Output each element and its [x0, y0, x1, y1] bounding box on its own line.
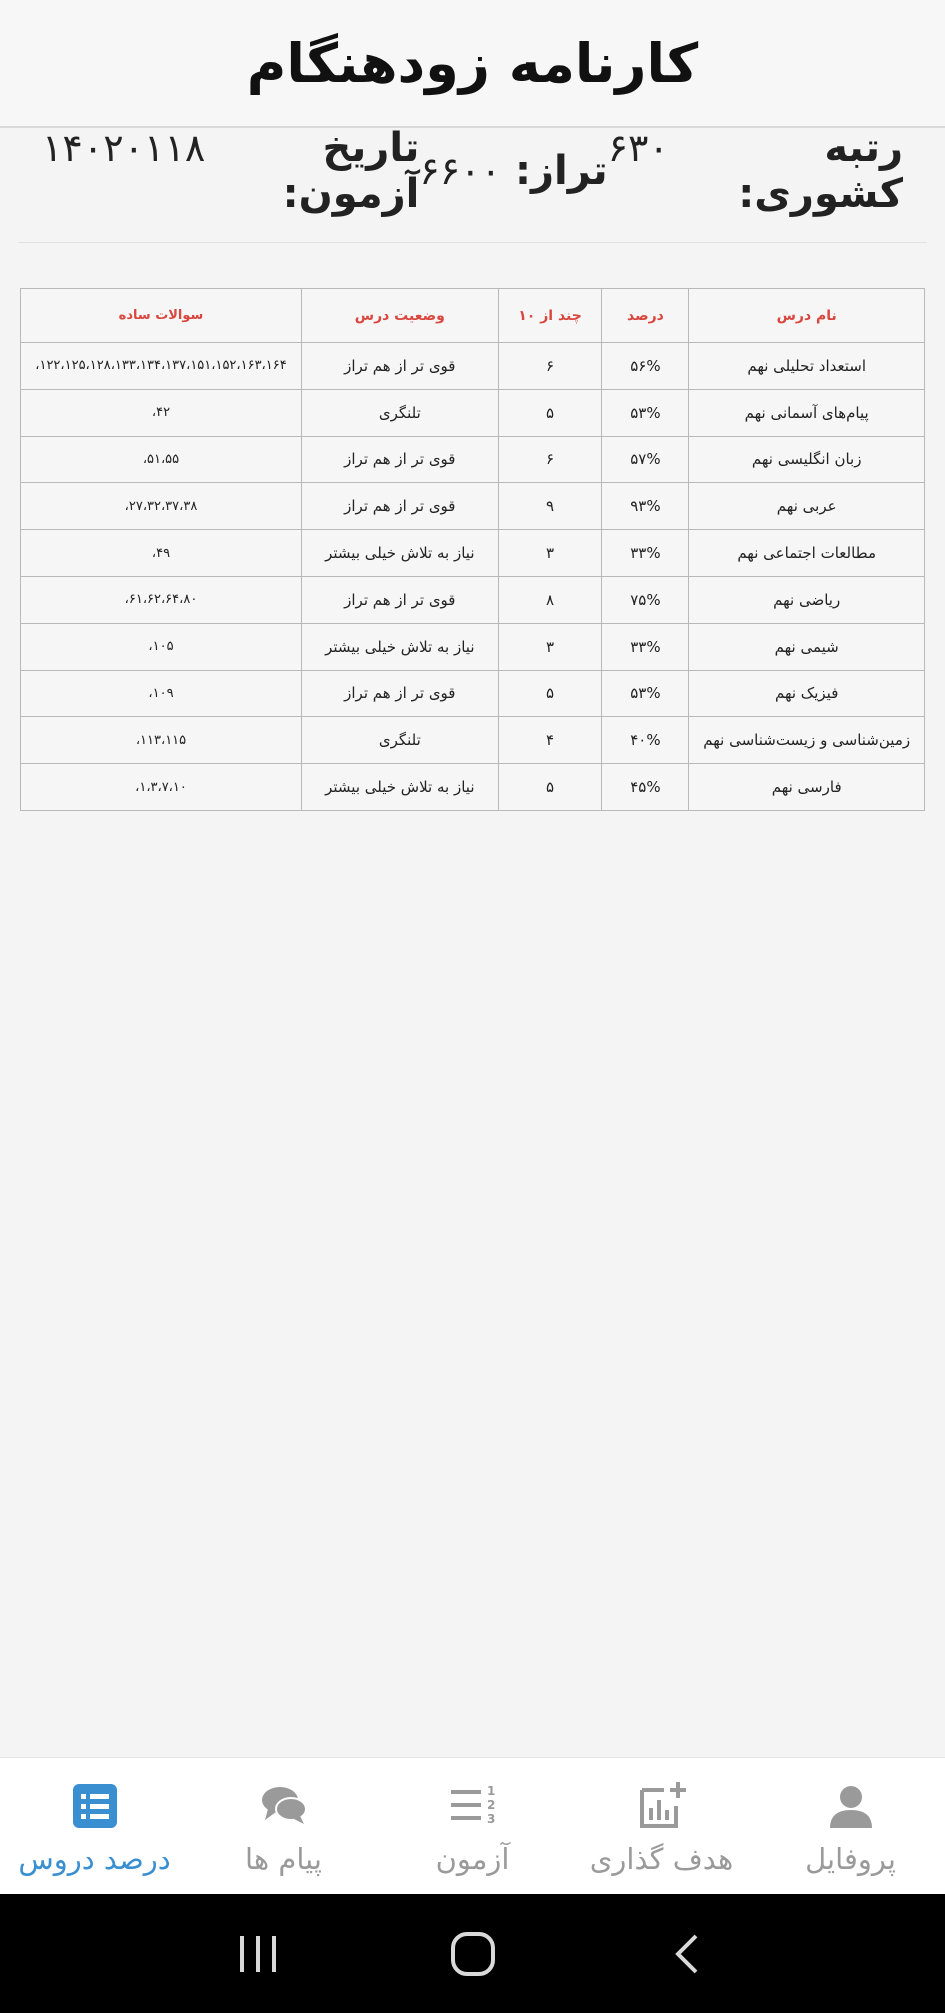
table-row: [21, 717, 925, 764]
lesson-percent: ۹۳%: [602, 483, 689, 530]
table-row: [21, 389, 925, 436]
lesson-status: تلنگری: [301, 389, 498, 436]
exam-date-label: تاریخ آزمون:: [282, 125, 420, 217]
lesson-simple-questions: ۱۱۳،۱۱۵،: [21, 717, 302, 764]
lesson-status: نیاز به تلاش خیلی بیشتر: [301, 623, 498, 670]
lesson-status: نیاز به تلاش خیلی بیشتر: [301, 530, 498, 577]
svg-text:1: 1: [486, 1784, 495, 1798]
home-button[interactable]: [443, 1924, 503, 1984]
lesson-status: قوی تر از هم تراز: [301, 343, 498, 390]
list-icon: [69, 1780, 121, 1832]
lesson-score: ۸: [498, 576, 602, 623]
lesson-percent: ۵۷%: [602, 436, 689, 483]
lesson-status: قوی تر از هم تراز: [301, 670, 498, 717]
lesson-name: مطالعات اجتماعی نهم: [689, 530, 925, 577]
lesson-simple-questions: ۴۲،: [21, 389, 302, 436]
lesson-score: ۳: [498, 623, 602, 670]
nav-label: هدف گذاری: [589, 1842, 734, 1876]
table-row: [21, 576, 925, 623]
lesson-simple-questions: ۲۷،۳۲،۳۷،۳۸،: [21, 483, 302, 530]
lesson-score: ۵: [498, 764, 602, 811]
lesson-name: پیام‌های آسمانی نهم: [689, 389, 925, 436]
nav-label: درصد دروس: [18, 1842, 171, 1876]
svg-text:2: 2: [486, 1798, 495, 1812]
exam-date: [42, 125, 419, 217]
person-icon: [825, 1780, 877, 1832]
lesson-percent: ۴۰%: [602, 717, 689, 764]
nav-label: پیام ها: [245, 1842, 322, 1876]
system-nav-bar: [0, 1894, 945, 2013]
bottom-nav: [0, 1757, 945, 1894]
lesson-name: فارسی نهم: [689, 764, 925, 811]
lesson-percent: ۵۳%: [602, 389, 689, 436]
table-row: [21, 623, 925, 670]
recent-apps-button[interactable]: [228, 1924, 288, 1984]
table-row: [21, 343, 925, 390]
lesson-name: زمین‌شناسی و زیست‌شناسی نهم: [689, 717, 925, 764]
app-header: [0, 0, 945, 128]
lesson-name: استعداد تحلیلی نهم: [689, 343, 925, 390]
nav-lesson-percent[interactable]: [0, 1758, 189, 1894]
header-score: چند از ۱۰: [498, 289, 602, 343]
national-rank-label: رتبه کشوری:: [738, 125, 903, 217]
lesson-name: زبان انگلیسی نهم: [689, 436, 925, 483]
numbered-list-icon: [447, 1780, 499, 1832]
nav-label: آزمون: [435, 1842, 510, 1876]
lesson-status: قوی تر از هم تراز: [301, 576, 498, 623]
taraz-label: تراز:: [515, 148, 608, 194]
page-title: کارنامه زودهنگام: [246, 31, 699, 95]
taraz-value: ۶۶۰۰: [419, 149, 501, 193]
table-header-row: [21, 289, 925, 343]
nav-goal[interactable]: [567, 1758, 756, 1894]
lesson-simple-questions: ۵۱،۵۵،: [21, 436, 302, 483]
grades-table: [20, 288, 925, 811]
exam-info: [20, 125, 925, 217]
nav-exam[interactable]: [378, 1758, 567, 1894]
national-rank: [608, 125, 903, 217]
header-percent: درصد: [602, 289, 689, 343]
lesson-score: ۹: [498, 483, 602, 530]
lesson-percent: ۳۳%: [602, 623, 689, 670]
national-rank-value: ۶۳۰: [607, 126, 669, 170]
lesson-score: ۵: [498, 670, 602, 717]
header-lesson-name: نام درس: [689, 289, 925, 343]
lesson-score: ۶: [498, 343, 602, 390]
table-row: [21, 530, 925, 577]
chat-bubbles-icon: [258, 1780, 310, 1832]
recent-apps-icon: [236, 1932, 280, 1976]
lesson-status: قوی تر از هم تراز: [301, 483, 498, 530]
lesson-percent: ۳۳%: [602, 530, 689, 577]
lesson-status: تلنگری: [301, 717, 498, 764]
lesson-score: ۴: [498, 717, 602, 764]
lesson-name: ریاضی نهم: [689, 576, 925, 623]
lesson-percent: ۷۵%: [602, 576, 689, 623]
lesson-percent: ۵۶%: [602, 343, 689, 390]
taraz: [419, 148, 607, 194]
table-row: [21, 436, 925, 483]
back-icon: [668, 1932, 708, 1976]
table-row: [21, 670, 925, 717]
lesson-simple-questions: ۱،۳،۷،۱۰،: [21, 764, 302, 811]
lesson-simple-questions: ۶۱،۶۲،۶۴،۸۰،: [21, 576, 302, 623]
lesson-status: نیاز به تلاش خیلی بیشتر: [301, 764, 498, 811]
lesson-simple-questions: ۱۲۲،۱۲۵،۱۲۸،۱۳۳،۱۳۴،۱۳۷،۱۵۱،۱۵۲،۱۶۳،۱۶۴،: [21, 343, 302, 390]
chart-plus-icon: [636, 1780, 688, 1832]
nav-label: پروفایل: [805, 1842, 896, 1876]
table-row: [21, 483, 925, 530]
lesson-percent: ۴۵%: [602, 764, 689, 811]
lesson-status: قوی تر از هم تراز: [301, 436, 498, 483]
nav-profile[interactable]: [756, 1758, 945, 1894]
lesson-score: ۶: [498, 436, 602, 483]
header-status: وضعیت درس: [301, 289, 498, 343]
exam-date-value: ۱۴۰۲۰۱۱۸: [42, 126, 206, 170]
header-simple-questions: سوالات ساده: [21, 289, 302, 343]
divider: [18, 242, 927, 243]
svg-text:3: 3: [486, 1812, 495, 1826]
lesson-simple-questions: ۴۹،: [21, 530, 302, 577]
lesson-percent: ۵۳%: [602, 670, 689, 717]
lesson-score: ۳: [498, 530, 602, 577]
lesson-simple-questions: ۱۰۹،: [21, 670, 302, 717]
nav-messages[interactable]: [189, 1758, 378, 1894]
back-button[interactable]: [658, 1924, 718, 1984]
table-row: [21, 764, 925, 811]
lesson-name: شیمی نهم: [689, 623, 925, 670]
lesson-score: ۵: [498, 389, 602, 436]
home-icon: [449, 1930, 497, 1978]
lesson-name: فیزیک نهم: [689, 670, 925, 717]
lesson-name: عربی نهم: [689, 483, 925, 530]
lesson-simple-questions: ۱۰۵،: [21, 623, 302, 670]
